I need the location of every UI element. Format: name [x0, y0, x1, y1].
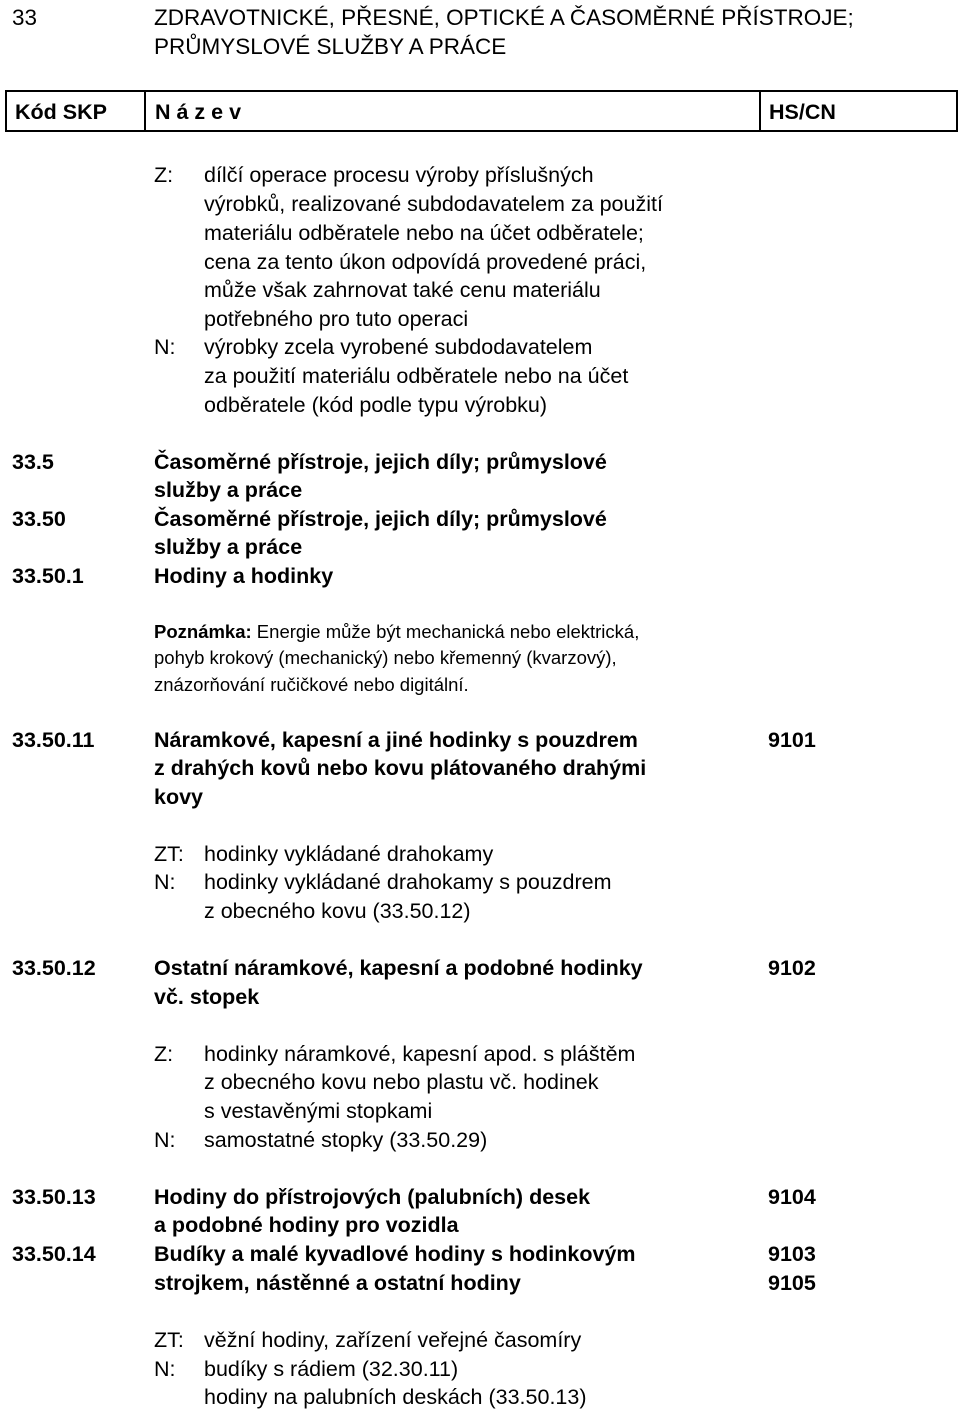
intro-z-line: dílčí operace procesu výroby příslušných [204, 163, 594, 187]
zt-label: ZT: [154, 1328, 184, 1352]
header-divider [144, 92, 146, 130]
note-text: Energie může být mechanická nebo elektrická, [251, 621, 640, 642]
z-line: s vestavěnými stopkami [204, 1099, 433, 1123]
n-line: hodiny na palubních deskách (33.50.13) [204, 1385, 587, 1409]
header-divider [759, 92, 761, 130]
section-title: Hodiny a hodinky [154, 564, 334, 588]
section-title: služby a práce [154, 478, 303, 502]
item-code: 33.50.14 [12, 1242, 96, 1266]
z-line: z obecného kovu nebo plastu vč. hodinek [204, 1070, 599, 1094]
intro-z-line: výrobků, realizované subdodavatelem za použití [204, 192, 663, 216]
intro-n-line: za použití materiálu odběratele nebo na účet [204, 364, 629, 388]
item-hs-code: 9102 [768, 956, 816, 980]
section-code: 33.5 [12, 450, 54, 474]
item-title: a podobné hodiny pro vozidla [154, 1213, 459, 1237]
n-line: samostatné stopky (33.50.29) [204, 1128, 488, 1152]
chapter-title-line-1: ZDRAVOTNICKÉ, PŘESNÉ, OPTICKÉ A ČASOMĚRNÉ PŘÍSTROJE; [154, 5, 854, 30]
item-hs-code: 9104 [768, 1185, 816, 1209]
section-code: 33.50.1 [12, 564, 84, 588]
note-line-2: pohyb krokový (mechanický) nebo křemenný (kvarzový), [154, 647, 617, 668]
item-hs-code: 9105 [768, 1271, 816, 1295]
intro-z-line: cena za tento úkon odpovídá provedené práci, [204, 250, 647, 274]
table-header [5, 90, 958, 132]
item-code: 33.50.13 [12, 1185, 96, 1209]
note-line-1 [154, 618, 639, 645]
item-hs-code: 9101 [768, 728, 816, 752]
section-title: Časoměrné přístroje, jejich díly; průmyslové [154, 450, 607, 474]
section-code: 33.50 [12, 507, 66, 531]
intro-z-label: Z: [154, 163, 174, 187]
item-code: 33.50.12 [12, 956, 96, 980]
n-line: budíky s rádiem (32.30.11) [204, 1357, 459, 1381]
intro-n-label: N: [154, 335, 176, 359]
item-title: z drahých kovů nebo kovu plátovaného drahými [154, 756, 647, 780]
n-label: N: [154, 1128, 176, 1152]
n-label: N: [154, 1357, 176, 1381]
z-label: Z: [154, 1042, 174, 1066]
zt-line: věžní hodiny, zařízení veřejné časomíry [204, 1328, 582, 1352]
header-code: Kód SKP [15, 100, 107, 124]
item-code: 33.50.11 [12, 728, 95, 752]
intro-n-line: odběratele (kód podle typu výrobku) [204, 393, 548, 417]
item-title: strojkem, nástěnné a ostatní hodiny [154, 1271, 521, 1295]
item-title: Náramkové, kapesní a jiné hodinky s pouzdrem [154, 728, 638, 752]
zt-line: hodinky vykládané drahokamy [204, 842, 494, 866]
note-line-3: znázorňování ručičkové nebo digitální. [154, 674, 469, 695]
intro-z-line: potřebného pro tuto operaci [204, 307, 469, 331]
header-hs: HS/CN [769, 100, 836, 124]
intro-z-line: může však zahrnovat také cenu materiálu [204, 278, 601, 302]
n-line: z obecného kovu (33.50.12) [204, 899, 471, 923]
n-line: hodinky vykládané drahokamy s pouzdrem [204, 870, 612, 894]
intro-z-line: materiálu odběratele nebo na účet odběratele; [204, 221, 644, 245]
n-label: N: [154, 870, 176, 894]
header-name: N á z e v [155, 100, 242, 124]
item-title: Ostatní náramkové, kapesní a podobné hodinky [154, 956, 643, 980]
z-line: hodinky náramkové, kapesní apod. s pláštěm [204, 1042, 636, 1066]
chapter-title-line-2: PRŮMYSLOVÉ SLUŽBY A PRÁCE [154, 34, 507, 59]
section-title: služby a práce [154, 535, 303, 559]
section-title: Časoměrné přístroje, jejich díly; průmyslové [154, 507, 607, 531]
note-label: Poznámka: [154, 621, 252, 642]
item-title: kovy [154, 785, 204, 809]
zt-label: ZT: [154, 842, 184, 866]
item-hs-code: 9103 [768, 1242, 816, 1266]
item-title: Hodiny do přístrojových (palubních) desek [154, 1185, 591, 1209]
item-title: Budíky a malé kyvadlové hodiny s hodinkovým [154, 1242, 636, 1266]
intro-n-line: výrobky zcela vyrobené subdodavatelem [204, 335, 593, 359]
item-title: vč. stopek [154, 985, 260, 1009]
chapter-number: 33 [12, 5, 38, 30]
